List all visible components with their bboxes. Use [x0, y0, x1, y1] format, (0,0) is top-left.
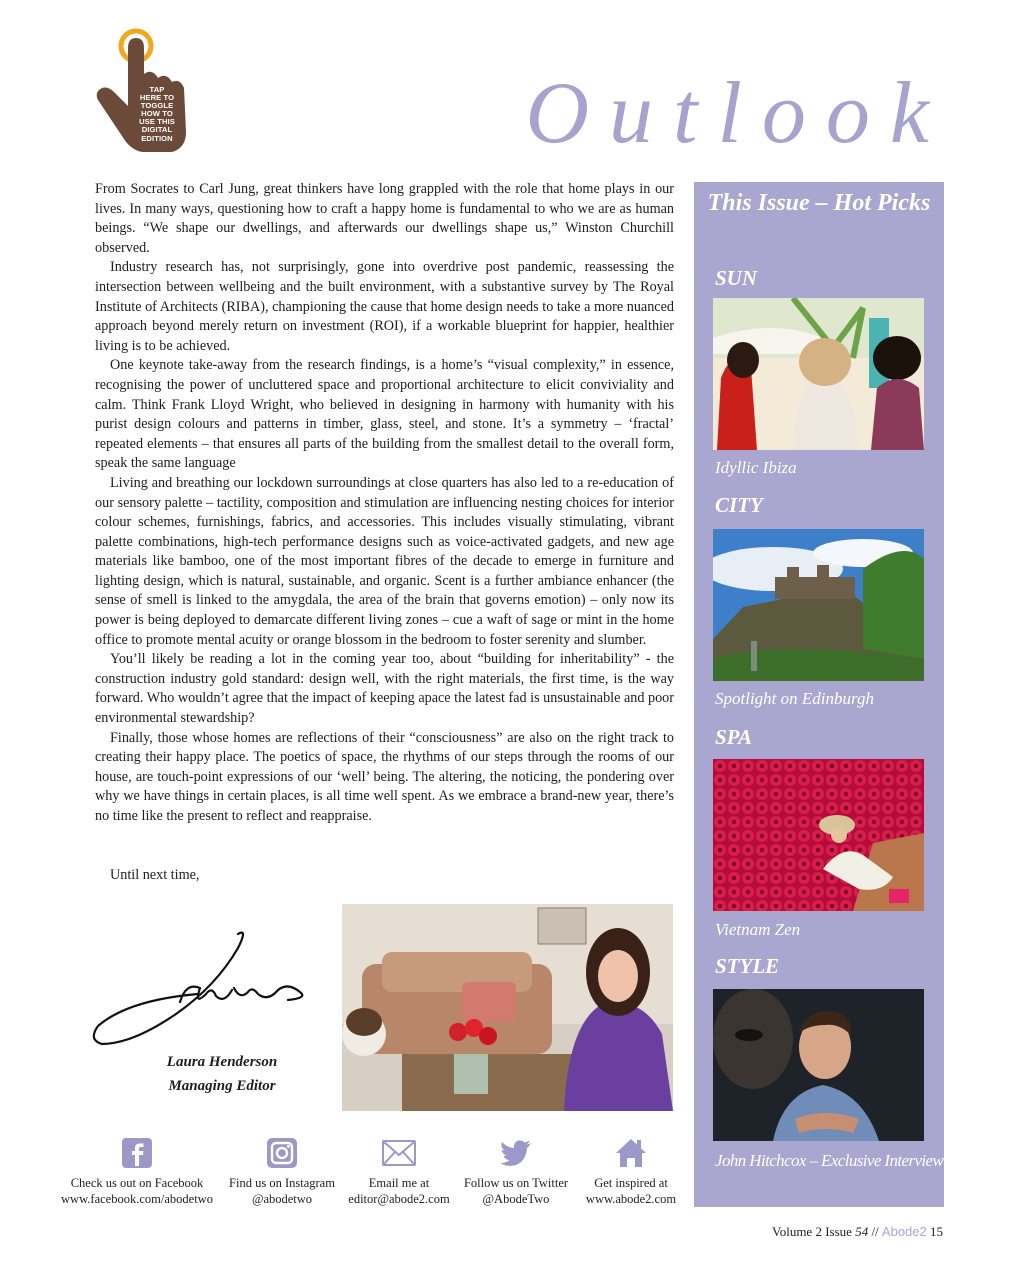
- pick-image-edinburgh[interactable]: [713, 529, 924, 681]
- pick-caption-city[interactable]: Spotlight on Edinburgh: [715, 689, 874, 708]
- page-number: 15: [930, 1224, 943, 1239]
- instagram-icon: [265, 1136, 299, 1170]
- page-footer: [772, 1224, 943, 1240]
- pick-caption-sun[interactable]: Idyllic Ibiza: [715, 458, 797, 477]
- envelope-icon: [377, 1136, 421, 1170]
- pick-category-style: STYLE: [715, 954, 780, 978]
- editor-photo: [342, 904, 673, 1111]
- pick-category-city: CITY: [715, 493, 763, 517]
- article-paragraph: Industry research has, not surprisingly, gone into overdrive post pandemic, reassessing the intersection between wellbeing and the built environment, with a substantive survey by The Royal Institute of Architects (RIBA), championing the cause that home design needs to take a more nuanced approach beyond merely return on investment (ROI), if a workable blueprint for happier, healthier living is to be achieved.: [95, 259, 674, 354]
- pick-image-ibiza[interactable]: [713, 298, 924, 450]
- twitter-link[interactable]: Follow us on Twitter @AbodeTwo: [458, 1136, 574, 1207]
- footer-brand: Abode2: [881, 1224, 927, 1239]
- tap-instructions: TAP HERE TO TOGGLE HOW TO USE THIS DIGITAL EDITION: [139, 85, 175, 143]
- article-paragraph: From Socrates to Carl Jung, great thinkers have long grappled with the role that home plays in our lives. In many ways, questioning how to craft a happy home is fundamental to who we are as human beings. “We shape our dwellings, and afterwards our dwellings shape us,” Winston Churchill observed.: [95, 181, 674, 256]
- email-link[interactable]: Email me at editor@abode2.com: [343, 1136, 455, 1207]
- article-paragraph: Living and breathing our lockdown surroundings at close quarters has also led to a re-education of our sensory palette – tactility, composition and stimulation are influencing nesting choices for interior colour schemes, furnishings, fabrics, and accessories. This includes visually stimulating, vibrant palette combinations, high-tech performance designs such as voice-activated gadgets, and new age materials like bamboo, one of the most important fibres of the decade to emerge in furniture and lighting design, which is natural, sustainable, and organic. Scent is a further ambiance enhancer (the sense of smell is linked to the amygdala, the area of the brain that governs emotion) – only now its power is being deployed to demarcate different living zones – cue a waft of sage or mint in the home office to promote mental acuity or orange blossom in the bedroom to foster serenity and slumber.: [95, 474, 674, 648]
- hot-picks-sidebar: [694, 182, 944, 1207]
- twitter-icon: [499, 1136, 533, 1170]
- footer-separator: //: [871, 1224, 879, 1239]
- editor-role: Managing Editor: [168, 1078, 276, 1094]
- sidebar-title: This Issue – Hot Picks: [707, 190, 931, 216]
- footer-issue: 54: [855, 1224, 869, 1239]
- handwritten-signature: [88, 922, 314, 1052]
- article-paragraph: You’ll likely be reading a lot in the coming year too, about “building for inheritability” - the construction industry gold standard: design well, with the right materials, the first time, is the way forward. Who wouldn’t agree that the impact of keeping apace the latest fad is unsustainable and poor environmental stewardship?: [95, 651, 674, 727]
- facebook-link[interactable]: Check us out on Facebook www.facebook.com/abodetwo: [56, 1136, 218, 1207]
- article-paragraph: Finally, those whose homes are reflections of their “consciousness” are also on the right track to creating their happy place. The poetics of space, the rhythms of our steps through the rooms of our house, are touch-point expressions of our ‘well’ being. The altering, the noticing, the pondering over why we have things in certain places, is all time well spent. As we embrace a brand-new year, there’s no time like the present to reflect and reappraise.: [95, 729, 674, 824]
- instagram-link[interactable]: Find us on Instagram @abodetwo: [222, 1136, 342, 1207]
- pick-caption-spa[interactable]: Vietnam Zen: [715, 920, 801, 939]
- pick-image-vietnam[interactable]: [713, 759, 924, 911]
- home-icon: [612, 1136, 650, 1170]
- pick-caption-style[interactable]: John Hitchcox – Exclusive Interview: [715, 1151, 944, 1170]
- signoff: Until next time,: [110, 867, 200, 883]
- article-paragraph: One keynote take-away from the research findings, is a home’s “visual complexity,” in essence, recognising the power of uncluttered space and proportional architecture to elicit conviviality and calm. Think Frank Lloyd Wright, who believed in designing in harmony with humanity with his purist design colours and patterns in timber, glass, steel, and stone. It’s a symmetry – ‘fractal’ repeated elements – that ensures all parts of the building from the smallest detail to the overall form, speak the same language: [95, 357, 674, 472]
- pick-category-sun: SUN: [715, 266, 758, 290]
- editor-credit: [130, 1050, 314, 1098]
- pick-image-john-hitchcox[interactable]: [713, 989, 924, 1141]
- pick-category-spa: SPA: [715, 725, 752, 749]
- editor-name: Laura Henderson: [166, 1054, 278, 1070]
- website-link[interactable]: Get inspired at www.abode2.com: [578, 1136, 684, 1207]
- facebook-icon: [120, 1136, 154, 1170]
- editorial-article: [95, 180, 674, 827]
- page-title: Outlook: [525, 65, 949, 162]
- footer-volume: Volume 2 Issue: [772, 1224, 852, 1239]
